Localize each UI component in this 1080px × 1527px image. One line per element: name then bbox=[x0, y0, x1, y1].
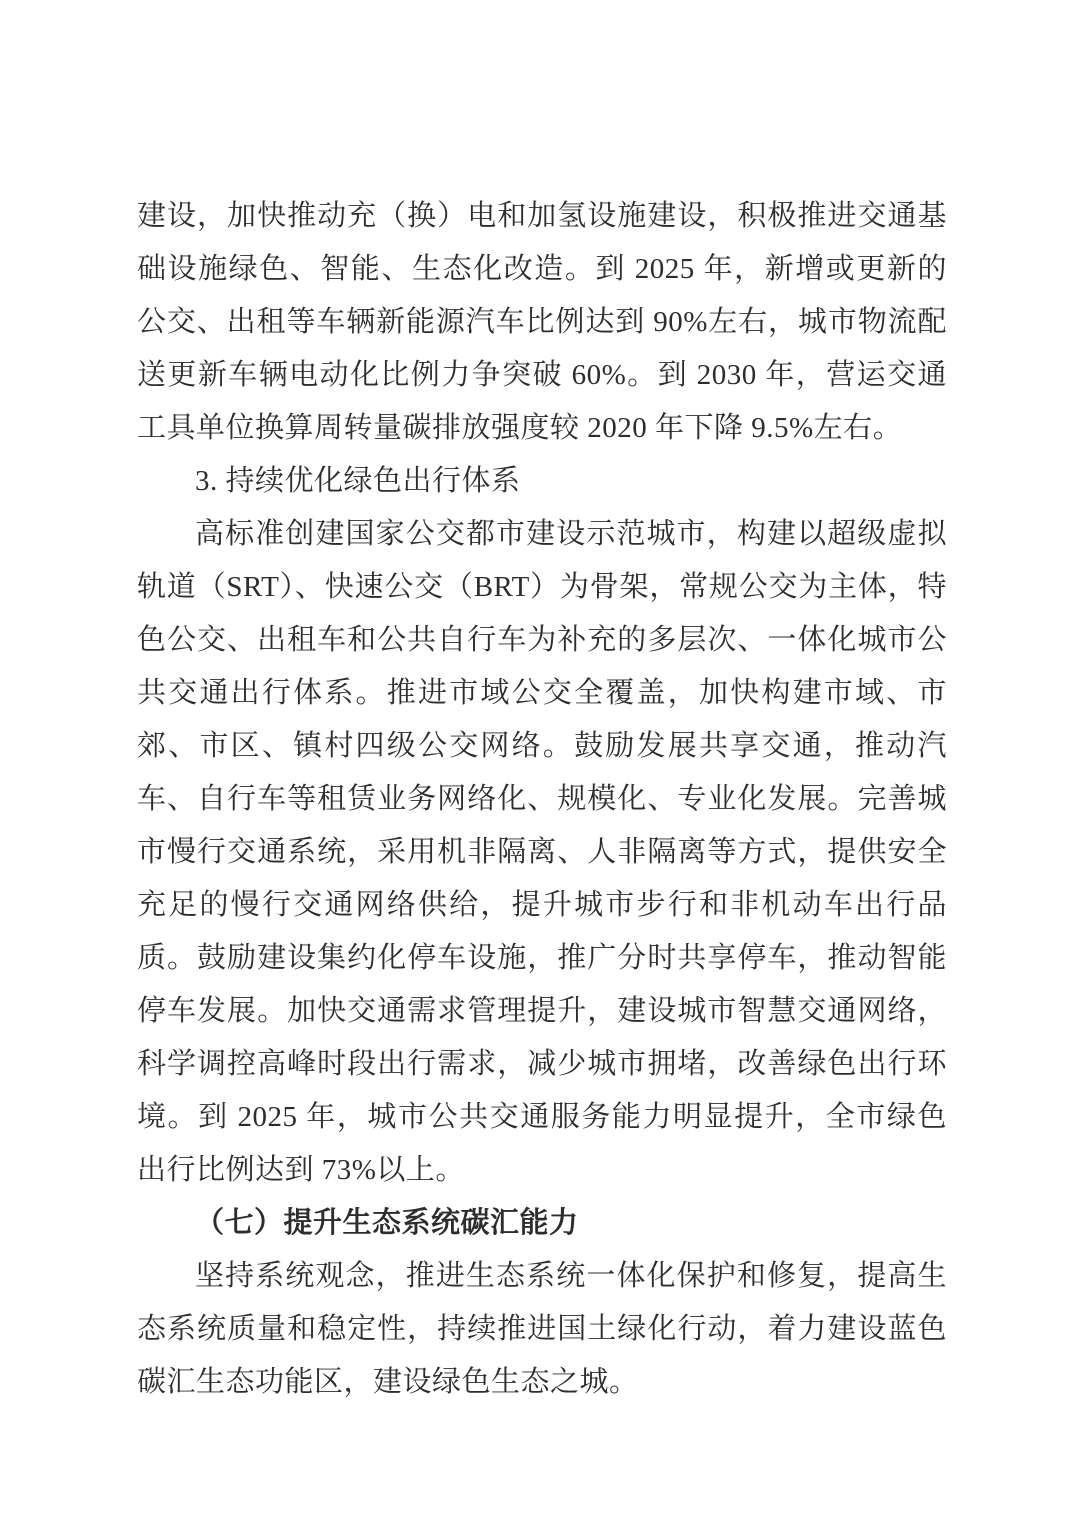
paragraph-ecosystem-carbon-sink: 坚持系统观念，推进生态系统一体化保护和修复，提高生态系统质量和稳定性，持续推进国土绿化行动，着力建设蓝色碳汇生态功能区，建设绿色生态之城。 bbox=[137, 1260, 947, 1398]
heading-ecosystem-carbon-sink: （七）提升生态系统碳汇能力 bbox=[195, 1207, 579, 1239]
paragraph-green-travel-system: 高标准创建国家公交都市建设示范城市，构建以超级虚拟轨道（SRT）、快速公交（BRT）为骨架，常规公交为主体，特色公交、出租车和公共自行车为补充的多层次、一体化城市公共交通出行体系。推进市域公交全覆盖，加快构建市域、市郊、市区、镇村四级公交网络。鼓励发展共享交通，推动汽车、自行车等租赁业务网络化、规模化、专业化发展。完善城市慢行交通系统，采用机非隔离、人非隔离等方式，提供安全充足的慢行交通网络供给，提升城市步行和非机动车出行品质。鼓励建设集约化停车设施，推广分时共享停车，推动智能停车发展。加快交通需求管理提升，建设城市智慧交通网络，科学调控高峰时段出行需求，减少城市拥堵，改善绿色出行环境。到 2025 年，城市公共交通服务能力明显提升，全市绿色出行比例达到 73%以上。 bbox=[137, 518, 947, 1186]
paragraph-transport-infrastructure-targets: 建设，加快推动充（换）电和加氢设施建设，积极推进交通基础设施绿色、智能、生态化改造。到 2025 年，新增或更新的公交、出租等车辆新能源汽车比例达到 90%左右，城市物流配送更新车辆电动化比例力争突破 60%。到 2030 年，营运交通工具单位换算周转量碳排放强度较 2020 年下降 9.5%左右。 bbox=[137, 200, 947, 444]
subheading-green-travel-system: 3. 持续优化绿色出行体系 bbox=[195, 465, 521, 497]
document-text-block bbox=[137, 190, 947, 1409]
